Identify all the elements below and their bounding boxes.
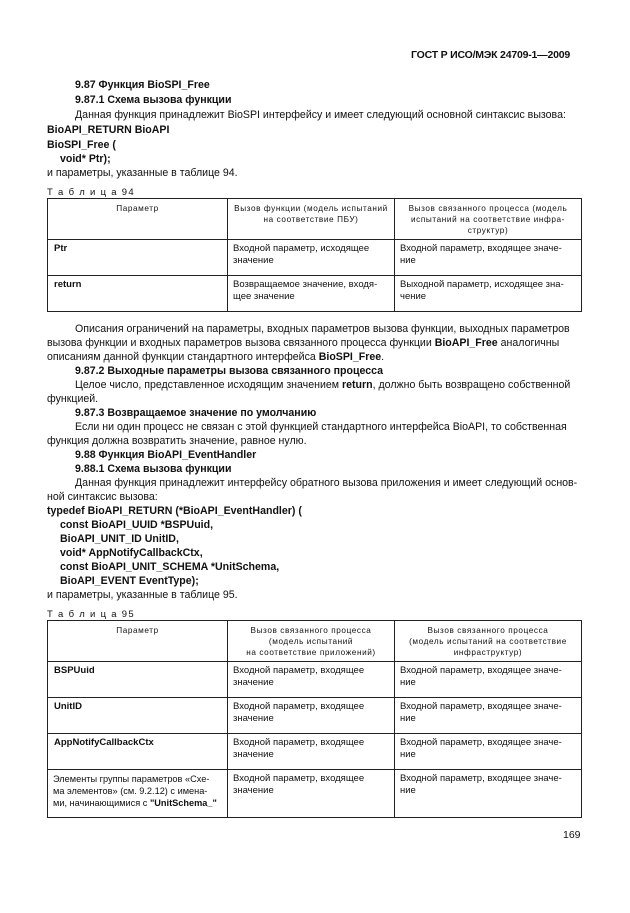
cell: Входной параметр, входящее значе- ние — [395, 770, 582, 818]
section-9-87-3-title: 9.87.3 Возвращаемое значение по умолчанию — [75, 407, 317, 419]
paragraph: ной синтаксис вызова: — [47, 491, 158, 503]
param-cell: UnitID — [48, 698, 228, 734]
paragraph: функция должна возвратить значение, равное нулю. — [47, 435, 307, 447]
paragraph: описаниям данной функции стандартного интерфейса BioSPI_Free. — [47, 351, 385, 363]
cell: Входной параметр, входящее значение — [228, 734, 395, 770]
table-header-row — [48, 621, 582, 662]
header-cell: Параметр — [48, 621, 228, 662]
table-94-caption: Т а б л и ц а 94 — [47, 187, 135, 198]
table-94 — [47, 198, 582, 312]
cell: Входной параметр, исходящее значение — [228, 240, 395, 276]
code-line: const BioAPI_UNIT_SCHEMA *UnitSchema, — [60, 561, 280, 573]
header-cell: Вызов функции (модель испытаний на соответствие ПБУ) — [228, 199, 395, 240]
paragraph: Данная функция принадлежит интерфейсу обратного вызова приложения и имеет следующий основ- — [75, 477, 578, 489]
header-cell: Параметр — [48, 199, 228, 240]
code-line: BioSPI_Free ( — [47, 139, 116, 151]
table-95 — [47, 620, 582, 818]
cell: Выходной параметр, исходящее зна- чение — [395, 276, 582, 312]
cell: Входной параметр, входящее значение — [228, 662, 395, 698]
section-9-87-1-title: 9.87.1 Схема вызова функции — [75, 94, 232, 106]
code-line: const BioAPI_UUID *BSPUuid, — [60, 519, 214, 531]
cell: Входной параметр, входящее значе- ние — [395, 240, 582, 276]
table-row — [48, 276, 582, 312]
cell: Входной параметр, входящее значение — [228, 698, 395, 734]
section-9-88-title: 9.88 Функция BioAPI_EventHandler — [75, 449, 257, 461]
running-header: ГОСТ Р ИСО/МЭК 24709-1—2009 — [411, 49, 571, 61]
header-cell: Вызов связанного процесса (модель испытаний на соответствие приложений) — [228, 621, 395, 662]
cell: Входной параметр, входящее значение — [228, 770, 395, 818]
paragraph: Данная функция принадлежит BioSPI интерфейсу и имеет следующий основной синтаксис вызова: — [75, 109, 566, 121]
param-cell: AppNotifyCallbackCtx — [48, 734, 228, 770]
code-line: void* AppNotifyCallbackCtx, — [60, 547, 203, 559]
table-row — [48, 734, 582, 770]
cell: Возвращаемое значение, входя- щее значение — [228, 276, 395, 312]
code-line: BioAPI_RETURN BioAPI — [47, 124, 170, 136]
param-cell: Ptr — [48, 240, 228, 276]
param-cell: BSPUuid — [48, 662, 228, 698]
param-cell: Элементы группы параметров «Схе- ма элементов» (см. 9.2.12) с имена- ми, начинающимися с "UnitSchema_" — [48, 770, 228, 818]
paragraph: Целое число, представленное исходящим значением return, должно быть возвращено собственной — [75, 379, 571, 391]
paragraph: функцией. — [47, 393, 99, 405]
cell: Входной параметр, входящее значе- ние — [395, 698, 582, 734]
table-row — [48, 698, 582, 734]
paragraph: Если ни один процесс не связан с этой функцией стандартного интерфейса BioAPI, то собственная — [75, 421, 567, 433]
table-row — [48, 662, 582, 698]
code-line: BioAPI_UNIT_ID UnitID, — [60, 533, 179, 545]
section-9-87-title: 9.87 Функция BioSPI_Free — [75, 79, 210, 91]
header-cell: Вызов связанного процесса (модель испытаний на соответствие инфра- структур) — [395, 199, 582, 240]
code-line: void* Ptr); — [60, 153, 111, 165]
table-row — [48, 240, 582, 276]
section-9-88-1-title: 9.88.1 Схема вызова функции — [75, 463, 232, 475]
page-number: 169 — [563, 829, 581, 841]
table-row — [48, 770, 582, 818]
code-line: typedef BioAPI_RETURN (*BioAPI_EventHandler) ( — [47, 505, 302, 517]
section-9-87-2-title: 9.87.2 Выходные параметры вызова связанного процесса — [75, 365, 384, 377]
header-cell: Вызов связанного процесса (модель испытаний на соответствие инфраструктур) — [395, 621, 582, 662]
paragraph: и параметры, указанные в таблице 94. — [47, 167, 238, 179]
code-line: BioAPI_EVENT EventType); — [60, 575, 199, 587]
paragraph: вызова функции и входных параметров вызова связанного процесса функции BioAPI_Free аналогичны — [47, 337, 560, 349]
cell: Входной параметр, входящее значе- ние — [395, 734, 582, 770]
table-header-row — [48, 199, 582, 240]
paragraph: и параметры, указанные в таблице 95. — [47, 589, 238, 601]
param-cell: return — [48, 276, 228, 312]
cell: Входной параметр, входящее значе- ние — [395, 662, 582, 698]
table-95-caption: Т а б л и ц а 95 — [47, 609, 135, 620]
paragraph: Описания ограничений на параметры, входных параметров вызова функции, выходных параметров — [75, 323, 570, 335]
